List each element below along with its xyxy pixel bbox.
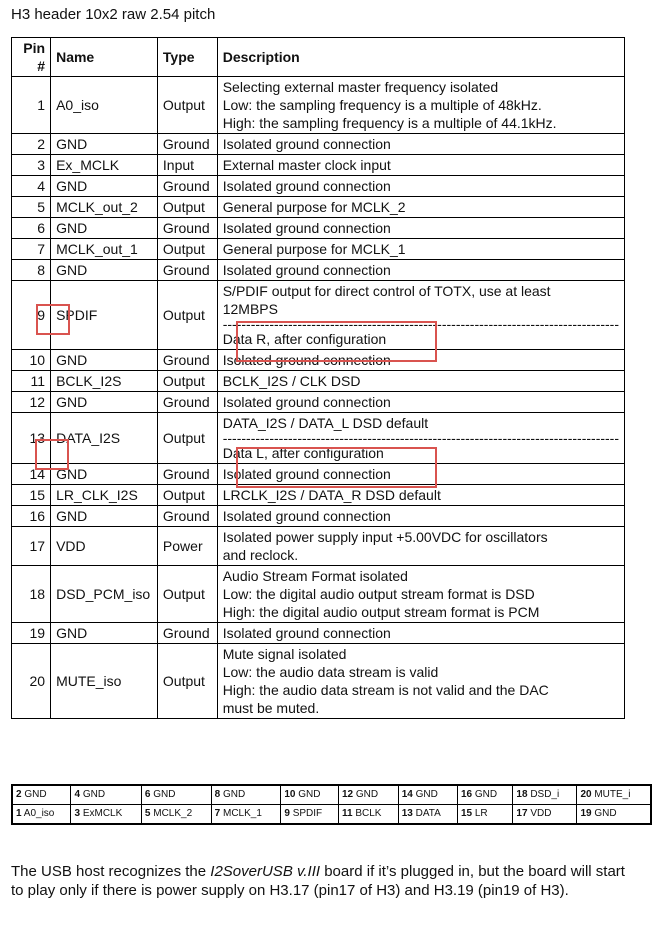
header-pin-number: 11 [341,808,353,819]
header-pin-label: A0_iso [23,808,55,819]
pin-table-body [12,77,625,719]
description-line: Low: the digital audio output stream format is DSD [222,586,535,602]
pin-number: 1 [12,77,51,134]
pin-description [217,566,624,623]
description-line: High: the digital audio output stream format is PCM [222,604,540,620]
pin-description [217,155,624,176]
description-line: Low: the sampling frequency is a multiple of 48kHz. [222,97,542,113]
highlight-box-data-r [236,321,437,362]
header-pin-cell [211,805,281,825]
pin-number: 9 [12,281,51,350]
header-pin-number: 14 [401,789,413,800]
pin-type: Ground [157,176,217,197]
description-line: Isolated ground connection [222,508,391,524]
description-line: S/PDIF output for direct control of TOTX, use at least [222,283,551,299]
pin-type: Output [157,239,217,260]
table-header-row [12,38,625,77]
header-pin-label: DATA [415,808,441,819]
description-line: Isolated power supply input +5.00VDC for oscillators [222,529,548,545]
table-row [12,218,625,239]
description-line: Isolated ground connection [222,220,391,236]
header-pin-cell [12,785,71,805]
highlight-box-pin-9 [36,304,70,335]
header-pin-label: BCLK [355,808,382,819]
header-pin-cell [398,785,457,805]
header-pin-number: 1 [16,808,22,819]
header-pin-label: GND [222,789,246,800]
pin-description [217,260,624,281]
description-line: Isolated ground connection [222,178,391,194]
header-pin-cell [398,805,457,825]
pin-number: 8 [12,260,51,281]
pin-type: Ground [157,623,217,644]
header-pin-number: 7 [214,808,221,819]
header-pin-number: 4 [74,789,81,800]
header-pin-label: GND [82,789,106,800]
pin-type: Ground [157,260,217,281]
description-line: Isolated ground connection [222,136,391,152]
header-pin-cell [12,805,71,825]
description-line: Isolated ground connection [222,262,391,278]
pin-number: 2 [12,134,51,155]
note-text-after: board if it’s plugged in, but the board will start to play only if there is power supply on H3.17 (pin17 of H3) and H3.19 (pin19 of H3). [11,863,625,899]
pin-type: Output [157,197,217,218]
header-pin-cell [513,805,577,825]
header-pin-number: 8 [214,789,221,800]
pin-name: DATA_I2S [51,413,158,464]
pin-name: GND [51,350,158,371]
table-row [12,506,625,527]
header-pin-cell [513,785,577,805]
header-pin-label: DSD_i [530,789,560,800]
description-line: Data L, after configuration [222,445,384,461]
header-pin-cell [281,805,339,825]
pin-name: GND [51,134,158,155]
pin-type: Output [157,485,217,506]
header-pin-cell [141,785,211,805]
table-row [12,644,625,719]
table-row [12,623,625,644]
usb-host-note [11,862,641,900]
header-pin-number: 2 [16,789,22,800]
description-line: Selecting external master frequency isolated [222,79,499,95]
note-text-before: The USB host recognizes the [11,863,211,880]
description-line: BCLK_I2S / CLK DSD [222,373,361,389]
table-row [12,566,625,623]
header-pin-number: 10 [284,789,296,800]
highlight-box-data-l [236,447,437,488]
pin-number: 5 [12,197,51,218]
header-pin-number: 18 [516,789,528,800]
header-pin-number: 6 [144,789,151,800]
table-row [12,239,625,260]
section-heading: H3 header 10x2 raw 2.54 pitch [11,6,216,23]
header-pin-number: 13 [401,808,413,819]
header-row-odd [12,805,651,825]
pin-name: MUTE_iso [51,644,158,719]
header-pin-cell [211,785,281,805]
header-pin-label: GND [298,789,321,800]
separator-line: ------------------------------------------------------------------------------------- [222,318,619,330]
header-pin-number: 3 [74,808,81,819]
pin-number: 11 [12,371,51,392]
header-pin-number: 16 [460,789,473,800]
pin-description [217,371,624,392]
header-pin-label: GND [594,808,617,819]
header-pin-number: 5 [144,808,151,819]
pin-description [217,77,624,134]
header-pin-number: 20 [580,789,592,800]
header-pinout-map [11,784,652,825]
pin-type: Input [157,155,217,176]
column-header-type: Type [157,38,217,77]
header-row-even [12,785,651,805]
pin-number: 16 [12,506,51,527]
pin-type: Output [157,371,217,392]
table-row [12,77,625,134]
header-pin-cell [457,805,512,825]
header-pin-label: MCLK_1 [222,808,262,819]
pin-name: VDD [51,527,158,566]
pin-description [217,623,624,644]
pin-description [217,644,624,719]
pin-description [217,239,624,260]
separator-line: ------------------------------------------------------------------------------------- [222,432,619,444]
pin-type: Power [157,527,217,566]
header-pin-label: GND [24,789,47,800]
description-line: High: the audio data stream is not valid and the DAC [222,682,549,698]
pin-number: 10 [12,350,51,371]
pin-number: 19 [12,623,51,644]
pin-type: Ground [157,134,217,155]
description-line: 12MBPS [222,301,278,317]
pin-type: Ground [157,464,217,485]
pin-number: 15 [12,485,51,506]
pin-name: GND [51,506,158,527]
description-line: Data R, after configuration [222,331,387,347]
table-row [12,527,625,566]
pin-number: 12 [12,392,51,413]
pin-type: Output [157,413,217,464]
description-line: High: the sampling frequency is a multiple of 44.1kHz. [222,115,557,131]
pin-name: GND [51,176,158,197]
description-line: must be muted. [222,700,320,716]
pin-description [217,218,624,239]
description-line: LRCLK_I2S / DATA_R DSD default [222,487,441,503]
pin-table [11,37,625,719]
description-line: DATA_I2S / DATA_L DSD default [222,415,429,431]
pin-number: 6 [12,218,51,239]
pin-number: 13 [12,413,51,464]
header-pin-cell [141,805,211,825]
header-pin-label: GND [474,789,498,800]
pin-name: DSD_PCM_iso [51,566,158,623]
pin-type: Ground [157,350,217,371]
pin-type: Ground [157,218,217,239]
pin-number: 17 [12,527,51,566]
pin-number: 7 [12,239,51,260]
pin-description [217,197,624,218]
pin-type: Output [157,77,217,134]
header-pin-label: GND [355,789,379,800]
pin-name: GND [51,260,158,281]
pin-number: 4 [12,176,51,197]
description-line: Mute signal isolated [222,646,347,662]
pin-name: GND [51,464,158,485]
table-row [12,260,625,281]
table-row [12,134,625,155]
description-line: External master clock input [222,157,391,173]
header-pin-number: 15 [460,808,473,819]
pin-description [217,176,624,197]
pin-number: 18 [12,566,51,623]
description-line: Low: the audio data stream is valid [222,664,439,680]
pin-description [217,134,624,155]
header-pin-number: 9 [284,808,290,819]
header-pin-cell [577,785,651,805]
header-pin-cell [338,785,398,805]
description-line: Isolated ground connection [222,394,391,410]
header-pin-label: GND [153,789,176,800]
pin-number: 14 [12,464,51,485]
column-header-description: Description [217,38,624,77]
header-pin-number: 19 [580,808,592,819]
pin-name: SPDIF [51,281,158,350]
pin-type: Output [157,644,217,719]
header-pin-cell [71,785,141,805]
pin-type: Ground [157,506,217,527]
header-pin-number: 17 [516,808,528,819]
pin-name: A0_iso [51,77,158,134]
pin-name: GND [51,392,158,413]
pin-description [217,506,624,527]
description-line: Isolated ground connection [222,625,391,641]
header-pin-label: SPDIF [292,808,323,819]
description-line: Audio Stream Format isolated [222,568,408,584]
pin-description [217,527,624,566]
table-row [12,176,625,197]
header-pin-label: LR [474,808,488,819]
description-line: Isolated ground connection [222,352,391,368]
description-line: General purpose for MCLK_2 [222,199,406,215]
header-pin-cell [577,805,651,825]
pin-name: Ex_MCLK [51,155,158,176]
pin-type: Output [157,566,217,623]
table-row [12,197,625,218]
header-pin-cell [338,805,398,825]
header-pin-cell [71,805,141,825]
table-row [12,155,625,176]
description-line: Isolated ground connection [222,466,391,482]
description-line: and reclock. [222,547,299,563]
pin-number: 20 [12,644,51,719]
pin-name: LR_CLK_I2S [51,485,158,506]
pin-name: MCLK_out_1 [51,239,158,260]
header-pin-cell [281,785,339,805]
highlight-box-pin-13 [35,439,69,470]
table-row [12,392,625,413]
header-pin-number: 12 [341,789,354,800]
pin-name: MCLK_out_2 [51,197,158,218]
column-header-name: Name [51,38,158,77]
board-name: I2SoverUSB v.III [210,863,321,880]
header-pin-label: MUTE_i [594,789,631,800]
pin-number: 3 [12,155,51,176]
pin-name: GND [51,218,158,239]
header-pin-label: VDD [530,808,552,819]
table-row [12,371,625,392]
header-pin-label: GND [415,789,438,800]
pin-type: Ground [157,392,217,413]
header-pin-label: MCLK_2 [153,808,193,819]
column-header-pin: Pin # [12,38,51,77]
description-line: General purpose for MCLK_1 [222,241,406,257]
pin-type: Output [157,281,217,350]
header-pin-label: ExMCLK [82,808,123,819]
pin-description [217,392,624,413]
pin-name: GND [51,623,158,644]
pin-name: BCLK_I2S [51,371,158,392]
header-pin-cell [457,785,512,805]
